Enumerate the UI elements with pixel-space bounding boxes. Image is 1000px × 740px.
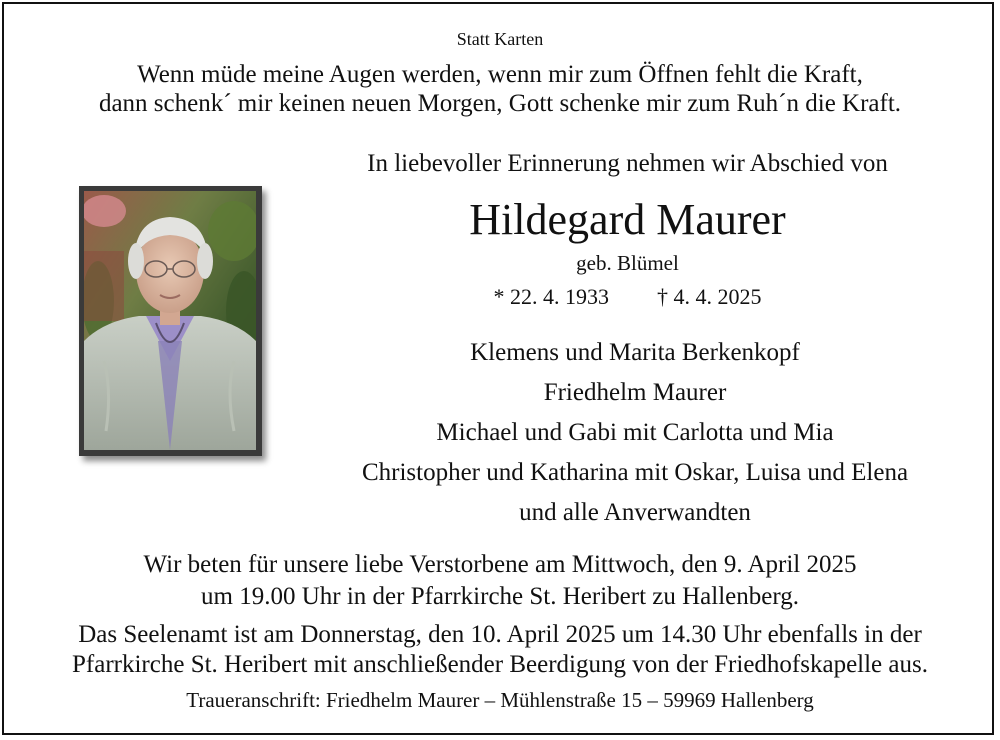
- portrait-photo: [84, 191, 256, 450]
- service-info-line-4: Pfarrkirche St. Heribert mit anschließender Beerdigung von der Friedhofskapelle aus.: [72, 651, 928, 678]
- family-line: Michael und Gabi mit Carlotta und Mia: [436, 419, 834, 446]
- life-dates: [255, 286, 1000, 308]
- statt-karten-label: Statt Karten: [456, 29, 544, 49]
- family-line: und alle Anverwandten: [519, 499, 751, 526]
- family-line: Klemens und Marita Berkenkopf: [470, 339, 800, 366]
- family-line: Christopher und Katharina mit Oskar, Luisa und Elena: [361, 459, 909, 486]
- intro-text: In liebevoller Erinnerung nehmen wir Abschied von: [367, 150, 888, 177]
- verse-line-2: dann schenk´ mir keinen neuen Morgen, Gott schenke mir zum Ruh´n die Kraft.: [98, 90, 902, 117]
- death-date: † 4. 4. 2025: [657, 284, 762, 309]
- deceased-name: Hildegard Maurer: [469, 195, 786, 244]
- mourning-address: Traueranschrift: Friedhelm Maurer – Mühlenstraße 15 – 59969 Hallenberg: [186, 688, 814, 712]
- service-info-line-3: Das Seelenamt ist am Donnerstag, den 10. April 2025 um 14.30 Uhr ebenfalls in der: [78, 621, 922, 648]
- family-line: Friedhelm Maurer: [543, 379, 727, 406]
- service-info-line-1: Wir beten für unsere liebe Verstorbene am Mittwoch, den 9. April 2025: [143, 551, 857, 578]
- maiden-name: geb. Blümel: [576, 251, 679, 275]
- verse-line-1: Wenn müde meine Augen werden, wenn mir zum Öffnen fehlt die Kraft,: [137, 61, 863, 88]
- birth-date: * 22. 4. 1933: [493, 284, 609, 309]
- service-info-line-2: um 19.00 Uhr in der Pfarrkirche St. Heribert zu Hallenberg.: [201, 583, 799, 610]
